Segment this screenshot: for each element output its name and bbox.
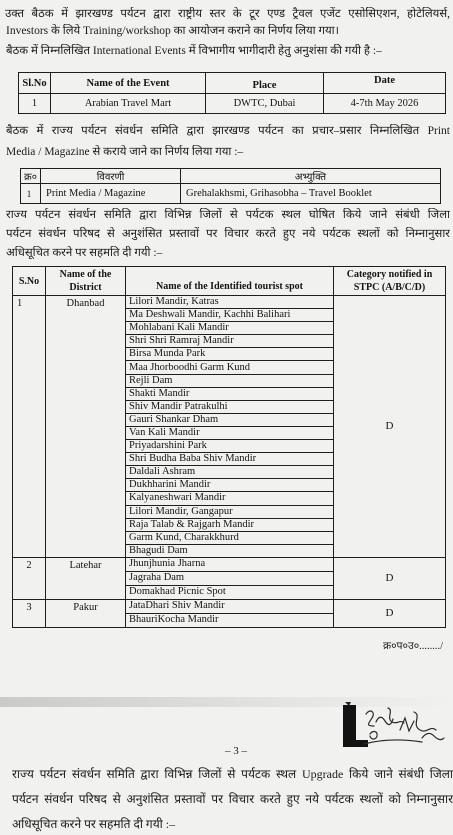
intro-line-1: उक्त बैठक में झारखण्ड पर्यटन द्वारा राष्ट्रीय स्तर के टूर एण्ड ट्रैवल एजेंट एसोसिएशन, होटेलियर्स,: [5, 8, 450, 20]
tourist-spot-cell: Domakhad Picnic Spot: [126, 585, 334, 599]
table-header-row: [19, 73, 446, 94]
tourist-spot-cell: Maa Jhorboodhi Garm Kund: [126, 361, 334, 374]
col-header-district: [46, 267, 126, 296]
col-header-district-line-1: Name of the: [59, 269, 112, 280]
signature-stamp: [336, 700, 448, 756]
col-header-slno: Sl.No: [19, 73, 51, 94]
remarks-cell: Grehalakhsmi, Grihasobha – Travel Booklet: [181, 184, 441, 204]
col-header-remarks: अभ्युक्ति: [181, 169, 441, 184]
tourist-spot-cell: Jagraha Dam: [126, 571, 334, 585]
col-header-place: Place: [206, 73, 324, 94]
upgrade-intro-line-2: पर्यटन संवर्धन परिषद से अनुशंसित प्रस्तावों पर विचार करते हुए नये पर्यटक स्थलों को निम्नानुसार: [12, 792, 453, 806]
col-header-date: Date: [324, 73, 446, 94]
col-header-serial: क्र०: [21, 169, 41, 184]
col-header-district-line-2: District: [69, 282, 102, 293]
spots-intro-line-2: पर्यटन संवर्धन परिषद से अनुशंसित प्रस्तावों पर विचार करते हुए नये पर्यटक स्थलों को निम्नानुसार: [6, 228, 450, 240]
tourist-spot-cell: Shri Budha Baba Shiv Mandir: [126, 453, 334, 466]
events-intro: बैठक में निम्नलिखित International Events में विभागीय भागीदारी हेतु अनुशंसा की गयी है :–: [6, 45, 382, 57]
sno-cell: 3: [13, 599, 46, 627]
intro-line-2: Investors के लिये Training/workshop का आयोजन कराने का निर्णय लिया गया।: [6, 25, 340, 37]
tourist-spot-cell: Gauri Shankar Dham: [126, 413, 334, 426]
table-row: [21, 184, 441, 204]
category-cell: D: [334, 296, 446, 558]
event-name-cell: Arabian Travel Mart: [51, 94, 206, 114]
table-row: [13, 296, 446, 309]
district-cell: Latehar: [46, 557, 126, 599]
upgrade-intro-line-3: अधिसूचित करने पर सहमति दी गयी :–: [12, 817, 176, 831]
table-row: [13, 599, 446, 613]
tourist-spot-cell: Daldali Ashram: [126, 466, 334, 479]
tourist-spot-cell: Shakti Mandir: [126, 387, 334, 400]
slno-cell: 1: [19, 94, 51, 114]
col-header-description: विवरणी: [41, 169, 181, 184]
spots-intro-line-1: राज्य पर्यटन संवर्धन समिति द्वारा विभिन्न जिलों से पर्यटक स्थल घोषित किये जाने संबंधी जिला: [6, 209, 450, 221]
tourist-spot-cell: Birsa Munda Park: [126, 348, 334, 361]
tourist-spot-cell: Bhagudi Dam: [126, 544, 334, 557]
col-header-event: Name of the Event: [51, 73, 206, 94]
tourist-spot-cell: BhauriKocha Mandir: [126, 613, 334, 627]
table-header-row: [13, 267, 446, 296]
tourist-spot-cell: Mohlabani Kali Mandir: [126, 322, 334, 335]
tourist-spot-cell: Jhunjhunia Jharna: [126, 557, 334, 571]
col-header-tourist-spot: Name of the Identified tourist spot: [126, 267, 334, 296]
media-intro-line-2: Media / Magazine से कराये जाने का निर्णय लिया गया :–: [6, 146, 244, 158]
upgrade-intro-line-1: राज्य पर्यटन संवर्धन समिति द्वारा विभिन्न जिलों से पर्यटक स्थल Upgrade किये जाने संबंधी जिला: [12, 767, 453, 781]
tourist-spot-cell: Shri Shri Ramraj Mandir: [126, 335, 334, 348]
place-cell: DWTC, Dubai: [206, 94, 324, 114]
date-cell: 4-7th May 2026: [324, 94, 446, 114]
col-header-category-line-1: Category notified in: [346, 269, 433, 280]
tourist-spot-cell: Lilori Mandir, Katras: [126, 296, 334, 309]
col-header-category: [334, 267, 446, 296]
tourist-spot-cell: Kalyaneshwari Mandir: [126, 492, 334, 505]
col-header-category-line-2: STPC (A/B/C/D): [353, 282, 426, 293]
table-row: [19, 94, 446, 114]
district-cell: Dhanbad: [46, 296, 126, 558]
tourist-spot-cell: Ma Deshwali Mandir, Kachhi Balihari: [126, 309, 334, 322]
col-header-sno: S.No: [13, 267, 46, 296]
table-row: [13, 557, 446, 571]
tourist-spot-cell: Raja Talab & Rajgarh Mandir: [126, 518, 334, 531]
tourist-spot-cell: Priyadarshini Park: [126, 440, 334, 453]
serial-cell: 1: [21, 184, 41, 204]
table-header-row: [21, 169, 441, 184]
category-cell: D: [334, 557, 446, 599]
tourist-spot-cell: JataDhari Shiv Mandir: [126, 599, 334, 613]
tourist-spot-cell: Garm Kund, Charakkhurd: [126, 531, 334, 544]
tourist-spot-cell: Lilori Mandir, Gangapur: [126, 505, 334, 518]
spots-intro-line-3: अधिसूचित करने पर सहमति दी गयी :–: [6, 247, 163, 259]
media-table: [20, 168, 441, 204]
page-number: – 3 –: [225, 745, 247, 757]
tourist-spots-table: [12, 266, 446, 628]
description-cell: Print Media / Magazine: [41, 184, 181, 204]
tourist-spot-cell: Dukhharini Mandir: [126, 479, 334, 492]
tourist-spot-cell: Van Kali Mandir: [126, 426, 334, 439]
category-cell: D: [334, 599, 446, 627]
events-table: [18, 72, 446, 114]
sno-cell: 1: [13, 296, 46, 558]
tourist-spot-cell: Shiv Mandir Patrakulhi: [126, 400, 334, 413]
sno-cell: 2: [13, 557, 46, 599]
district-cell: Pakur: [46, 599, 126, 627]
tourist-spot-cell: Rejli Dam: [126, 374, 334, 387]
media-intro-line-1: बैठक में राज्य पर्यटन संवर्धन समिति द्वारा झारखण्ड पर्यटन का प्रचार–प्रसार निम्नलिखित Print: [6, 125, 450, 137]
continuation-mark: क्र०प०उ०......../: [383, 641, 444, 652]
